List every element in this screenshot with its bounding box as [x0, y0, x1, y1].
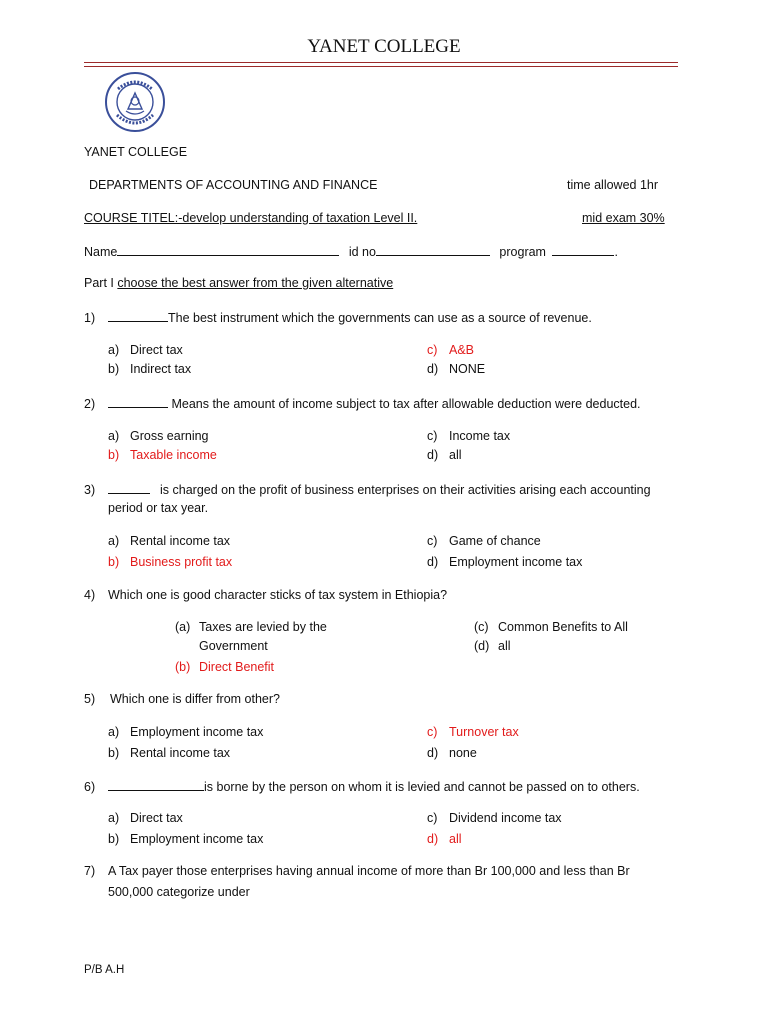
question-1: [84, 310, 592, 325]
option-c-answer[interactable]: c) Turnover tax: [427, 725, 519, 739]
option-b[interactable]: b) Indirect tax: [108, 362, 192, 376]
option-d[interactable]: (d) all: [474, 639, 511, 653]
option-c[interactable]: c) Dividend income tax: [427, 811, 562, 825]
option-c[interactable]: c) Game of chance: [427, 534, 541, 548]
time-allowed: time allowed 1hr: [567, 178, 659, 192]
question-number: 5): [84, 692, 96, 706]
header-rule: [84, 62, 678, 63]
answer-blank[interactable]: [108, 310, 168, 322]
college-name: YANET COLLEGE: [84, 145, 188, 159]
question-7-continued: 500,000 categorize under: [108, 885, 250, 899]
part-prefix: Part I: [84, 276, 118, 290]
footer-initials: P/B A.H: [84, 964, 125, 976]
option-c[interactable]: (c) Common Benefits to All: [474, 620, 628, 634]
exam-mark: mid exam 30%: [582, 211, 665, 225]
question-7: [84, 864, 630, 878]
college-seal-logo: [104, 71, 166, 133]
option-a[interactable]: a) Direct tax: [108, 343, 183, 357]
option-d[interactable]: d) Employment income tax: [427, 555, 583, 569]
question-text: Which one is differ from other?: [110, 692, 280, 706]
header-rule-thin: [84, 66, 678, 67]
option-a[interactable]: a) Rental income tax: [108, 534, 231, 548]
id-blank[interactable]: [376, 244, 490, 256]
part-heading: [84, 276, 393, 290]
question-text: A Tax payer those enterprises having annual income of more than Br 100,000 and less than Br: [108, 864, 630, 878]
option-b-answer[interactable]: b) Business profit tax: [108, 555, 233, 569]
question-text: Which one is good character sticks of tax system in Ethiopia?: [108, 588, 448, 602]
student-details-line: [84, 244, 618, 259]
option-a[interactable]: a) Direct tax: [108, 811, 183, 825]
course-title: COURSE TITEL:-develop understanding of taxation Level II.: [84, 211, 418, 225]
option-d[interactable]: d) NONE: [427, 362, 486, 376]
question-number: 2): [84, 397, 96, 411]
question-text: Means the amount of income subject to tax after allowable deduction were deducted.: [168, 397, 641, 411]
option-c-answer[interactable]: c) A&B: [427, 343, 475, 357]
part-instruction: choose the best answer from the given alternative: [117, 276, 394, 290]
question-6: [84, 779, 640, 794]
question-number: 1): [84, 311, 96, 325]
option-d-answer[interactable]: d) all: [427, 832, 462, 846]
question-number: 3): [84, 483, 96, 497]
option-a[interactable]: a) Employment income tax: [108, 725, 264, 739]
option-b-answer[interactable]: b) Taxable income: [108, 448, 217, 462]
question-5: [84, 692, 280, 706]
option-c[interactable]: c) Income tax: [427, 429, 511, 443]
name-blank[interactable]: [117, 244, 339, 256]
option-b-answer[interactable]: (b) Direct Benefit: [175, 660, 275, 674]
option-a[interactable]: (a) Taxes are levied by the: [175, 620, 327, 634]
question-4: [84, 588, 447, 602]
answer-blank[interactable]: [108, 482, 150, 494]
program-label: program: [499, 245, 546, 259]
id-label: id no: [348, 245, 376, 259]
option-d[interactable]: d) none: [427, 746, 477, 760]
question-3-continued: period or tax year.: [108, 501, 209, 515]
question-2: [84, 396, 641, 411]
option-a-continued: Government: [199, 639, 268, 653]
option-b[interactable]: b) Employment income tax: [108, 832, 264, 846]
page-title: YANET COLLEGE: [307, 36, 461, 57]
option-d[interactable]: d) all: [427, 448, 462, 462]
question-number: 4): [84, 588, 96, 602]
answer-blank[interactable]: [108, 779, 204, 791]
question-number: 6): [84, 780, 96, 794]
name-label: Name: [84, 245, 118, 259]
answer-blank[interactable]: [108, 396, 168, 408]
program-end: .: [614, 245, 618, 259]
option-a[interactable]: a) Gross earning: [108, 429, 209, 443]
question-text: is borne by the person on whom it is levied and cannot be passed on to others.: [204, 780, 640, 794]
program-blank[interactable]: [552, 244, 614, 256]
question-text: is charged on the profit of business enterprises on their activities arising each accounting: [160, 483, 651, 497]
question-text: The best instrument which the governments can use as a source of revenue.: [168, 311, 592, 325]
option-b[interactable]: b) Rental income tax: [108, 746, 231, 760]
question-number: 7): [84, 864, 96, 878]
question-3: [84, 482, 651, 497]
department: DEPARTMENTS OF ACCOUNTING AND FINANCE: [89, 178, 378, 192]
